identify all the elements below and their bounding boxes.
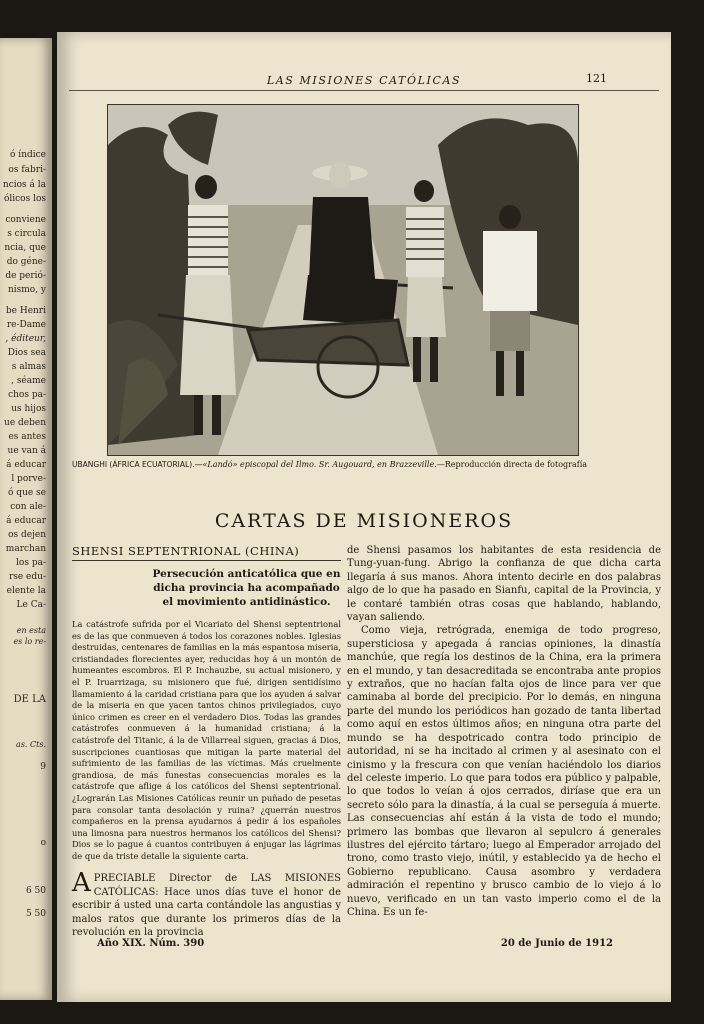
facing-page-text: á educar: [6, 516, 46, 526]
issue-date: 20 de Junio de 1912: [500, 938, 613, 949]
facing-page-text: elente la: [6, 586, 46, 596]
facing-page-text: us hijos: [11, 404, 46, 414]
right-column: [347, 544, 661, 919]
facing-page-text: ncia, que: [4, 243, 46, 253]
running-title: LAS MISIONES CATÓLICAS: [266, 74, 462, 87]
issue-number: Año XIX. Núm. 390: [97, 938, 205, 949]
drop-cap: A: [72, 868, 91, 899]
facing-page-text: s circula: [7, 229, 46, 239]
facing-page-text: en esta: [16, 626, 46, 635]
paragraph: Como vieja, retrógrada, enemiga de todo progreso, supersticiosa y apegada á rancias opiniones, la dinastía manchúe, que regía los destinos de la China, era la primera en el mundo, y tan desacreditada se encontraba ante propios y extraños, que no hacían falta ojos de lince para ver que caminaba al borde del precipicio. Por lo demás, en ninguna parte del mundo los periódicos han gozado de tanta libertad como aquí en estos últimos años; en ninguna otra parte del mundo se ha despotricado contra todo principio de autoridad, ni se ha incitado al crimen y al asesinato con el cinismo y la frescura con que venían haciéndolo los diarios del celeste imperio. Lo que para todos era público y palpable, lo que todos lo veían á ojos cerrados, diríase que era un secreto sólo para la dinastía, á la cual se perseguía á muerte. Las consecuencias ahí están á la vista de todo el mundo; primero las bombas que llevaron al sepulcro á generales ilustres del ejército tártaro; luego al Emperador arrojado del trono, como trasto viejo, inútil, y establecido ya de hecho el Gobierno republicano. Causa asombro y verdadera admiración el repentino y brusco cambio de lo viejo á lo nuevo, verificado en un tan vasto imperio como el de la China. Es un fe-: [347, 625, 661, 918]
facing-page-text: do géne-: [6, 257, 46, 267]
facing-page-text: rse edu-: [8, 572, 46, 582]
facing-page: [0, 38, 52, 1000]
facing-page-text: chos pa-: [8, 390, 46, 400]
photograph: [107, 104, 579, 456]
facing-page-text: re-Dame: [6, 320, 46, 330]
facing-page-text: os dejen: [8, 530, 46, 540]
facing-page-text: ncios á la: [2, 180, 46, 190]
article-lede: La catástrofe sufrida por el Vicariato del Shensi septentrional es de las que conmueven á todos los corazones nobles. Iglesias destruidas, centenares de familias en la más espantosa miseria, cristiandades florecientes ayer, reducidas hoy á un montón de humeantes escombros. El P. Inchauzbe, su actual misionero, y el P. Iruarrizaga, su misionero que fué, dirigen sentidísimo llamamiento á la caridad cristiana para que los ayuden á salvar de la miseria en que yacen tantos chinos privilegiados, cuyo único crimen es creer en el verdadero Dios. Todas las grandes catástrofes conmueven á la humanidad cristiana; á la catástrofe del Titanic, á la de Villarreal siguen, gracias á Dios, suscripciones cuantiosas que mitigan la parte material del sufrimiento de las familias de las víctimas. Más cruelmente grandiosa, de más funestas consecuencias morales es la catástrofe que aflige á los católicos del Shensi septentrional. ¿Lograrán Las Misiones Católicas reunir un puñado de pesetas para consolar tanta desolación y ruina? ¿querrán nuestros compañeros en la prensa ayudarnos á pedir á los españoles una limosna para nuestros hermanos los católicos del Shensi? Dios se lo pague á cuantos contribuyen á enjugar las lágrimas de que da triste detalle la siguiente carta.: [72, 619, 341, 861]
facing-page-text: os fabri-: [8, 165, 46, 175]
facing-page-text: , éditeur,: [5, 334, 46, 344]
letter-opening: [72, 868, 341, 939]
facing-page-text: nismo, y: [7, 285, 46, 295]
facing-page-text: 5 50: [25, 909, 46, 919]
left-column: [72, 544, 341, 940]
facing-page-text: 6 50: [25, 886, 46, 896]
letter-text: PRECIABLE Director de LAS MISIONES CATÓLICAS: Hace unos días tuve el honor de escribir á usted una carta contándole las angustias y malos ratos que durante los primeros días de la revolución en la provincia: [72, 873, 341, 939]
facing-page-text: es lo re-: [13, 637, 46, 646]
facing-page-text: be Henri: [5, 306, 46, 316]
magazine-page: [57, 32, 671, 1002]
facing-page-text: marchan: [5, 544, 46, 554]
caption-credit: —Reproducción directa de fotografía: [436, 460, 588, 469]
facing-page-text: o: [40, 838, 46, 848]
facing-page-text: ólicos los: [3, 194, 46, 204]
facing-page-text: á educar: [6, 460, 46, 470]
section-title: CARTAS DE MISIONEROS: [214, 510, 514, 532]
facing-page-text: ó que se: [8, 488, 46, 498]
caption-text: —«Landó» episcopal del Ilmo. Sr. Augouard, en Brazzeville.: [194, 460, 437, 469]
facing-page-text: los pa-: [16, 558, 46, 568]
facing-page-text: l porve-: [11, 474, 46, 484]
facing-page-text: s almas: [11, 362, 46, 372]
facing-page-text: ue deben: [4, 418, 46, 428]
photo-caption: [72, 460, 652, 469]
paragraph: de Shensi pasamos los habitantes de esta residencia de Tung-yuan-fung. Abrigo la confianza de que dicha carta llegaría á sus manos. Ahora intento decirle en dos palabras algo de lo que ha pasado en Sianfu, capital de la Provincia, y le contaré también otras cosas que hablando, hablando, vayan saliendo.: [347, 545, 661, 624]
facing-page-text: conviene: [5, 215, 46, 225]
facing-page-text: con ale-: [10, 502, 46, 512]
article-summary: Persecución anticatólica que en dicha provincia ha acompañado el movimiento antidinástico.: [152, 568, 341, 608]
running-header: [69, 72, 659, 91]
page-number: 121: [586, 72, 607, 85]
article-subhead: SHENSI SEPTENTRIONAL (CHINA): [72, 544, 341, 561]
facing-page-text: es antes: [8, 432, 46, 442]
facing-page-text: Dios sea: [7, 348, 46, 358]
facing-page-text: ó índice: [10, 150, 46, 160]
facing-page-text: , séame: [11, 376, 46, 386]
facing-page-text: 9: [40, 762, 46, 772]
facing-page-text: Le Ca-: [16, 600, 46, 610]
facing-page-text: ue van á: [7, 446, 46, 456]
photograph-illustration: [108, 105, 578, 455]
caption-place: UBANGHI (ÁFRICA ECUATORIAL).: [72, 460, 195, 469]
facing-page-text: de perió-: [5, 271, 46, 281]
facing-page-text: DE LA: [13, 694, 46, 705]
facing-page-text: as. Cts.: [16, 740, 46, 749]
